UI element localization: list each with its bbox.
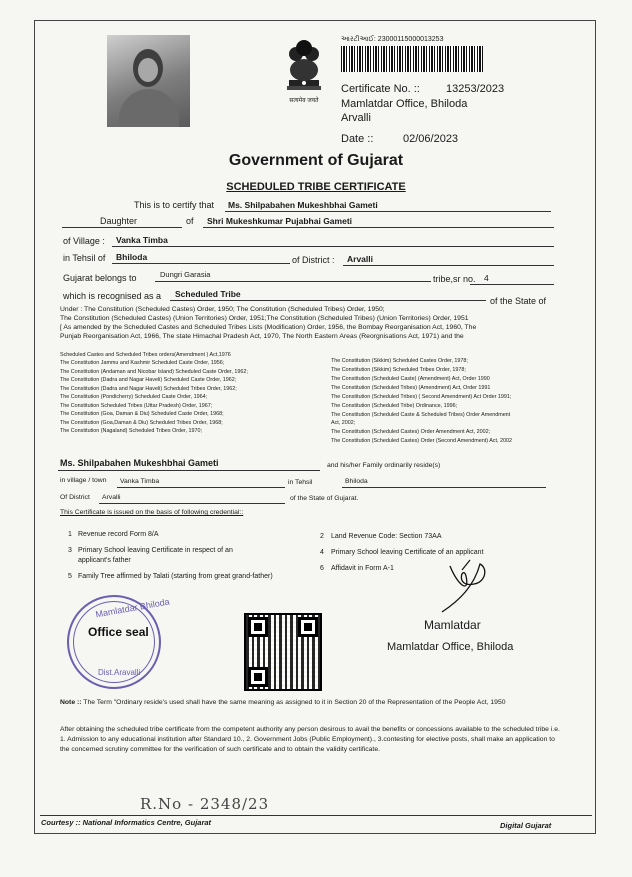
seal-ring-bottom: Dist.Aravalli xyxy=(98,668,141,677)
credential-item: Family Tree affirmed by Talati (starting from great grand-father) xyxy=(78,573,273,580)
credential-item: Primary School leaving Certificate of an applicant xyxy=(331,549,484,556)
credential-item: Primary School leaving Certificate in respect of an applicant's father xyxy=(78,547,233,564)
handwritten-reg-number: R.No - 2348/23 xyxy=(140,795,270,813)
relation: Daughter xyxy=(100,216,138,226)
barcode-number: આરટીઆઈ: 23000115000013253 xyxy=(341,36,444,43)
tribe-sr-number: 4 xyxy=(484,273,489,283)
order-item: The Constitution Scheduled Tribes (Uttar Pradesh) Order, 1967; xyxy=(60,403,213,409)
credential-num: 4 xyxy=(320,549,324,556)
footer-rule xyxy=(40,815,592,816)
tribe-name: Dungri Garasia xyxy=(160,270,211,279)
in-village-label: in village / town xyxy=(60,477,107,484)
certificate-type: SCHEDULED TRIBE CERTIFICATE xyxy=(226,181,406,193)
order-item: The Constitution (Scheduled Tribes) (Amendment) Act, Order 1991 xyxy=(331,385,491,391)
certify-label: This is to certify that xyxy=(134,200,215,210)
applicant-name: Ms. Shilpabahen Mukeshbhai Gameti xyxy=(228,200,378,210)
credential-item: Land Revenue Code: Section 73AA xyxy=(331,533,442,540)
tehsil: Bhiloda xyxy=(116,252,148,262)
recognised-as: Scheduled Tribe xyxy=(175,289,241,299)
order-item: The Constitution (Scheduled Caste) (Amendment) Act, Order 1990 xyxy=(331,376,490,382)
order-item: The Constitution (Scheduled Tribe) Ordinance, 1996; xyxy=(331,403,458,409)
resident-name: Ms. Shilpabahen Mukeshbhai Gameti xyxy=(60,458,219,468)
order-item: The Constitution (Sikkim) Scheduled Tribes Order, 1978; xyxy=(331,367,466,373)
order-item: The Constitution (Scheduled Castes) Order Amendment Act, 2002; xyxy=(331,429,491,435)
barcode xyxy=(341,46,483,72)
underline xyxy=(203,227,554,228)
signature-icon xyxy=(430,556,500,616)
national-emblem-icon xyxy=(283,36,325,94)
order-item: The Constitution (Goa, Daman & Diu) Scheduled Caste Order, 1968; xyxy=(60,411,224,417)
certificate-number: 13253/2023 xyxy=(446,83,505,95)
tehsil-label: in Tehsil of xyxy=(63,253,106,263)
credential-item: Affidavit in Form A-1 xyxy=(331,565,394,572)
village: Vanka Timba xyxy=(116,235,168,245)
recognised-label: which is recognised as a xyxy=(63,291,162,301)
note-text: The Term "Ordinary reside's used shall have the same meaning as assigned to it in Section 20 of the Representation of the People Act, 1950 xyxy=(83,699,506,706)
underline xyxy=(112,263,290,264)
issuing-district: Arvalli xyxy=(341,112,371,124)
order-item: The Constitution (Scheduled Caste & Scheduled Tribes) Order Amendment xyxy=(331,412,511,418)
order-item: The Constitution Jammu and Kashmir Scheduled Caste Order, 1956; xyxy=(60,360,225,366)
signatory-office: Mamlatdar Office, Bhiloda xyxy=(387,641,514,653)
district-label: of District : xyxy=(292,255,335,265)
order-item: Scheduled Castes and Scheduled Tribes orders(Amendment ) Act,1976 xyxy=(60,352,231,358)
res-tehsil: Bhiloda xyxy=(345,478,368,485)
underline xyxy=(225,211,551,212)
state-label: of the State of Gujarat. xyxy=(290,495,359,502)
after-text: After obtaining the scheduled tribe certificate from the competent authority any person desirous to avail the benefits or concessions available to the scheduled tribe i.e. 1. Admission to any educational institution after Standard 10., 2. Government Jobs (Public Employment)., 3.contesting for elective posts, shall make an application to the concerned scrutiny committee for the verification of such certificate and to obtain the validity certificate. xyxy=(60,726,560,753)
of-district-label: Of District xyxy=(60,494,90,501)
underline xyxy=(343,265,554,266)
note-label: Note :: xyxy=(60,699,82,706)
page-title: Government of Gujarat xyxy=(228,152,404,169)
order-item: The Constitution (Pondicherry) Scheduled Caste Order, 1964; xyxy=(60,394,208,400)
issue-date: 02/06/2023 xyxy=(403,133,459,145)
order-item: The Constitution (Sikkim) Scheduled Castes Order, 1978; xyxy=(331,358,468,364)
order-item: The Constitution (Scheduled Castes) Order (Second Amendment) Act, 2002 xyxy=(331,438,512,444)
emblem-caption: सत्यमेव जयते xyxy=(289,98,319,104)
footer-courtesy: Courtesy :: National Informatics Centre, Gujarat xyxy=(41,818,212,827)
underline xyxy=(155,281,431,282)
state-of-label: of the State of xyxy=(490,296,547,306)
credential-num: 6 xyxy=(320,565,324,572)
underline xyxy=(112,246,554,247)
signatory-title: Mamlatdar xyxy=(424,618,481,632)
in-tehsil-label: in Tehsil xyxy=(288,479,313,486)
seal-ring-top: Mamlatdar Bhiloda xyxy=(94,596,171,620)
underline xyxy=(342,487,546,488)
district: Arvalli xyxy=(347,254,373,264)
applicant-photo xyxy=(107,35,190,127)
res-village: Vanka Timba xyxy=(120,478,160,485)
issuing-office: Mamlatdar Office, Bhiloda xyxy=(341,98,468,110)
credential-num: 1 xyxy=(68,531,72,538)
order-item: The Constitution (Scheduled Tribes) ( Second Amendment) Act Order 1991; xyxy=(331,394,512,400)
under-line-4: Punjab Reorganisation Act, 1966, The state Himachal Pradesh Act, 1970, The North Eastern Areas (Reorgnisations Act, 1971) and the xyxy=(60,333,464,340)
qr-code-icon xyxy=(244,613,322,691)
basis-label: This Certificate is issued on the basis of following credential:: xyxy=(60,509,244,516)
credential-num: 5 xyxy=(68,573,72,580)
underline xyxy=(170,300,486,301)
order-item: Act, 2002; xyxy=(331,420,356,426)
order-item: The Constitution (Goa,Daman & Diu) Scheduled Tribes Order, 1968; xyxy=(60,420,223,426)
under-line-2: The Constitution (Scheduled Castes) (Union Territories) Order, 1951;The Constitution (Scheduled Tribes) (Union Territories) Order, 1951 xyxy=(60,315,469,322)
underline xyxy=(58,470,320,471)
date-label: Date :: xyxy=(341,133,374,145)
note-block xyxy=(60,698,560,708)
order-item: The Constitution (Andaman and Nicobar Island) Scheduled Caste Order, 1962; xyxy=(60,369,248,375)
seal-label: Office seal xyxy=(88,625,149,639)
order-item: The Constitution (Dadra and Nagar Haveli) Scheduled Caste Order, 1962; xyxy=(60,377,237,383)
certificate-label: Certificate No. :: xyxy=(341,83,420,95)
footer-brand: Digital Gujarat xyxy=(500,821,552,830)
under-line-1: Under : The Constitution (Scheduled Castes) Order, 1950; The Constitution (Scheduled Tribes) Order, 1950; xyxy=(60,306,385,313)
credential-num: 2 xyxy=(320,533,324,540)
underline xyxy=(62,227,182,228)
under-line-3: [ As amended by the Scheduled Castes and Scheduled Tribes Lists (Modification) Order, 1956, the Bombay Reorganisation Act, 1960, The xyxy=(60,324,477,331)
underline xyxy=(117,487,285,488)
order-item: The Constitution (Nagaland) Scheduled Tribes Order, 1970; xyxy=(60,428,203,434)
of-label: of xyxy=(186,216,194,226)
order-item: The Constitution (Dadra and Nagar Haveli) Scheduled Tribes Order, 1962; xyxy=(60,386,237,392)
credential-num: 3 xyxy=(68,547,72,554)
underline xyxy=(99,503,285,504)
underline xyxy=(470,284,554,285)
credential-item: Revenue record Form 8/A xyxy=(78,531,159,538)
resides-label: and his/her Family ordinarily reside(s) xyxy=(327,462,441,469)
parent-name: Shri Mukeshkumar Pujabhai Gameti xyxy=(207,216,353,226)
tribe-sr-label: tribe,sr no. xyxy=(433,274,476,284)
village-label: of Village : xyxy=(63,236,105,246)
belongs-label: Gujarat belongs to xyxy=(63,273,137,283)
res-district: Arvalli xyxy=(102,494,121,501)
